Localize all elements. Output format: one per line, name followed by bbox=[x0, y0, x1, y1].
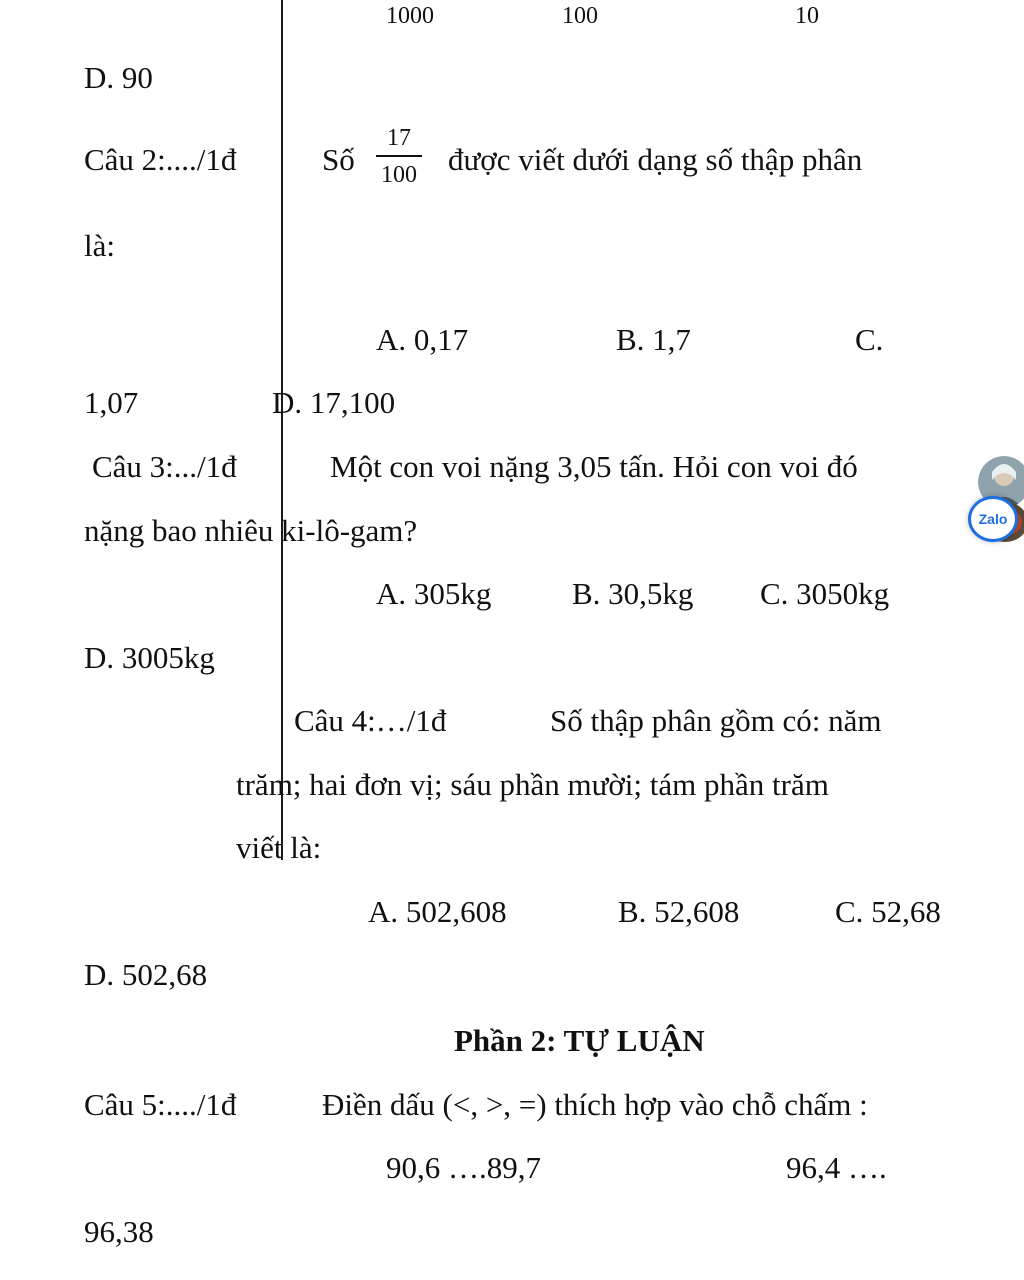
q1-option-d: D. 90 bbox=[84, 60, 153, 95]
text-cursor-line bbox=[281, 0, 283, 860]
q3-option-c: C. 3050kg bbox=[760, 576, 890, 611]
q2-stem-end: được viết dưới dạng số thập phân bbox=[448, 142, 863, 177]
top-fraction-denominator-a: 1000 bbox=[386, 3, 434, 29]
q4-option-a: A. 502,608 bbox=[368, 894, 507, 929]
q2-label: Câu 2:..../1đ bbox=[84, 142, 237, 177]
q2-stem-cont: là: bbox=[84, 228, 115, 263]
q3-stem-cont: nặng bao nhiêu ki-lô-gam? bbox=[84, 513, 418, 548]
fraction-bar bbox=[376, 155, 422, 157]
q5-stem: Điền dấu (<, >, =) thích hợp vào chỗ chấm : bbox=[322, 1087, 868, 1122]
q2-option-a: A. 0,17 bbox=[376, 322, 469, 357]
q2-option-b: B. 1,7 bbox=[616, 322, 691, 357]
q4-stem-line2: trăm; hai đơn vị; sáu phần mười; tám phần trăm bbox=[236, 767, 829, 802]
q3-option-b: B. 30,5kg bbox=[572, 576, 694, 611]
q2-option-d: D. 17,100 bbox=[272, 385, 396, 420]
q3-option-a: A. 305kg bbox=[376, 576, 492, 611]
chat-widget[interactable] bbox=[964, 452, 1024, 572]
top-fraction-denominator-c: 10 bbox=[795, 3, 819, 29]
q2-stem-start: Số bbox=[322, 142, 355, 177]
q2-option-c: C. bbox=[855, 322, 884, 357]
q3-label: Câu 3:.../1đ bbox=[92, 449, 237, 484]
q4-option-d: D. 502,68 bbox=[84, 957, 208, 992]
q4-stem: Số thập phân gồm có: năm bbox=[550, 703, 882, 738]
q4-option-c: C. 52,68 bbox=[835, 894, 941, 929]
q5-item2-cont: 96,38 bbox=[84, 1214, 154, 1249]
q5-label: Câu 5:..../1đ bbox=[84, 1087, 237, 1122]
q4-label: Câu 4:…/1đ bbox=[294, 703, 447, 738]
zalo-chat-button[interactable]: Zalo bbox=[968, 496, 1018, 542]
part2-title: Phần 2: TỰ LUẬN bbox=[454, 1023, 705, 1058]
top-fraction-denominator-b: 100 bbox=[562, 3, 598, 29]
q4-stem-line3: viết là: bbox=[236, 830, 322, 865]
q3-option-d: D. 3005kg bbox=[84, 640, 215, 675]
q5-item1: 90,6 ….89,7 bbox=[386, 1150, 541, 1185]
q4-option-b: B. 52,608 bbox=[618, 894, 740, 929]
q2-option-c-value: 1,07 bbox=[84, 385, 139, 420]
q5-item2: 96,4 …. bbox=[786, 1150, 887, 1185]
q2-fraction bbox=[376, 124, 422, 189]
q2-fraction-denominator: 100 bbox=[381, 162, 417, 188]
q2-fraction-numerator: 17 bbox=[387, 125, 411, 151]
q3-stem: Một con voi nặng 3,05 tấn. Hỏi con voi đó bbox=[330, 449, 858, 484]
